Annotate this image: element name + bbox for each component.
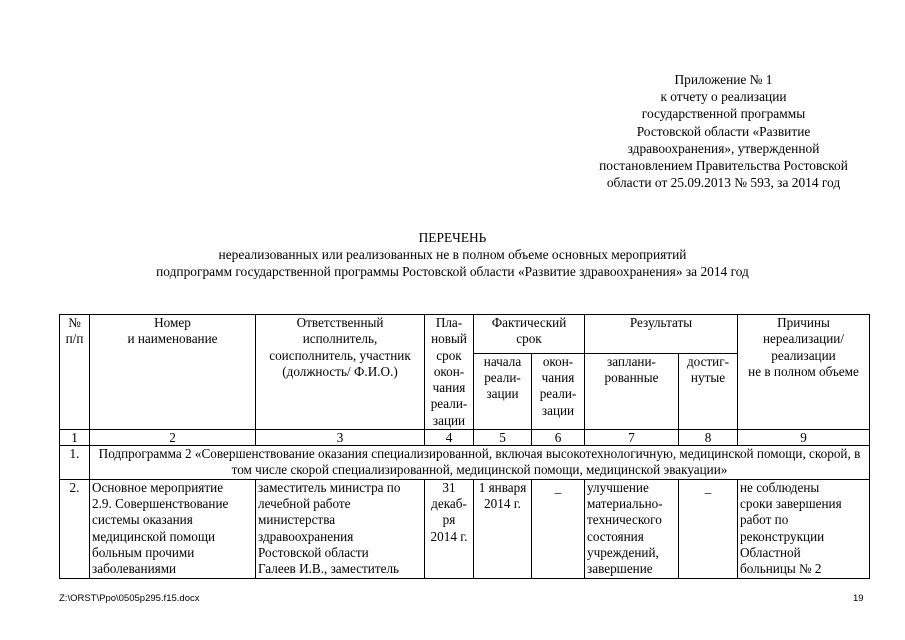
header-num: № п/п bbox=[60, 315, 90, 430]
header-responsible: Ответственный исполнитель, соисполнитель, участник (должность/ Ф.И.О.) bbox=[256, 315, 425, 430]
achieved-results: _ bbox=[679, 479, 738, 578]
header-name: Номер и наименование bbox=[90, 315, 256, 430]
header-reasons: Причины нереализации/ реализации не в полном объеме bbox=[738, 315, 870, 430]
column-number-row bbox=[60, 430, 870, 446]
reasons: не соблюдены сроки завершения работ по реконструкции Областной больницы № 2 bbox=[738, 479, 870, 578]
header-results-achieved: достиг- нутые bbox=[679, 353, 738, 429]
appendix-line: области от 25.09.2013 № 593, за 2014 год bbox=[606, 175, 841, 191]
appendix-line: государственной программы bbox=[641, 106, 806, 122]
planned-end-date: 31 декаб- ря 2014 г. bbox=[425, 479, 474, 578]
column-number: 9 bbox=[738, 430, 870, 446]
header-actual-start: начала реали- зации bbox=[474, 353, 532, 429]
title-line-2: подпрограмм государственной программы Ростовской области «Развитие здравоохранения» за 2014 год bbox=[156, 264, 749, 279]
actual-start-date: 1 января 2014 г. bbox=[474, 479, 532, 578]
appendix-line: Ростовской области «Развитие bbox=[636, 123, 811, 139]
header-actual-end: окон- чания реали- зации bbox=[532, 353, 585, 429]
title-heading: ПЕРЕЧЕНЬ bbox=[418, 230, 487, 245]
header-planned: Пла- новый срок окон- чания реали- зации bbox=[425, 315, 474, 430]
subprogram-title: Подпрограмма 2 «Совершенствование оказания специализированной, включая высокотехнологичную, медицинской помощи, скорой, в том числе скорой специализированной, медицинской помощи, медицинской эвакуации» bbox=[90, 446, 870, 480]
column-number: 3 bbox=[256, 430, 425, 446]
responsible-person: заместитель министра по лечебной работе министерства здравоохранения Ростовской области Галеев И.В., заместитель bbox=[256, 479, 425, 578]
column-number: 6 bbox=[532, 430, 585, 446]
measures-table bbox=[59, 314, 870, 579]
header-actual: Фактический срок bbox=[474, 315, 585, 354]
appendix-note bbox=[560, 71, 887, 191]
column-number: 5 bbox=[474, 430, 532, 446]
appendix-line: к отчету о реализации bbox=[660, 89, 787, 105]
column-number: 4 bbox=[425, 430, 474, 446]
table-row bbox=[60, 446, 870, 480]
planned-results: улучшение материально- технического состояния учреждений, завершение bbox=[585, 479, 679, 578]
document-title bbox=[0, 229, 905, 280]
column-number: 7 bbox=[585, 430, 679, 446]
column-number: 8 bbox=[679, 430, 738, 446]
appendix-line: постановлением Правительства Ростовской bbox=[599, 158, 848, 174]
header-results-planned: заплани- рованные bbox=[585, 353, 679, 429]
page-number: 19 bbox=[853, 593, 864, 604]
header-row bbox=[60, 315, 870, 354]
appendix-line: Приложение № 1 bbox=[674, 72, 773, 87]
column-number: 1 bbox=[60, 430, 90, 446]
header-results: Результаты bbox=[585, 315, 738, 354]
row-num: 2. bbox=[60, 479, 90, 578]
appendix-line: здравоохранения», утвержденной bbox=[627, 140, 820, 156]
table-row bbox=[60, 479, 870, 578]
column-number: 2 bbox=[90, 430, 256, 446]
row-num: 1. bbox=[60, 446, 90, 480]
measure-name: Основное мероприятие 2.9. Совершенствование системы оказания медицинской помощи больным прочими заболеваниями bbox=[90, 479, 256, 578]
title-line-1: нереализованных или реализованных не в полном объеме основных мероприятий bbox=[218, 247, 687, 262]
actual-end-date: _ bbox=[532, 479, 585, 578]
file-path: Z:\ORST\Ppo\0505p295.f15.docx bbox=[59, 593, 200, 604]
